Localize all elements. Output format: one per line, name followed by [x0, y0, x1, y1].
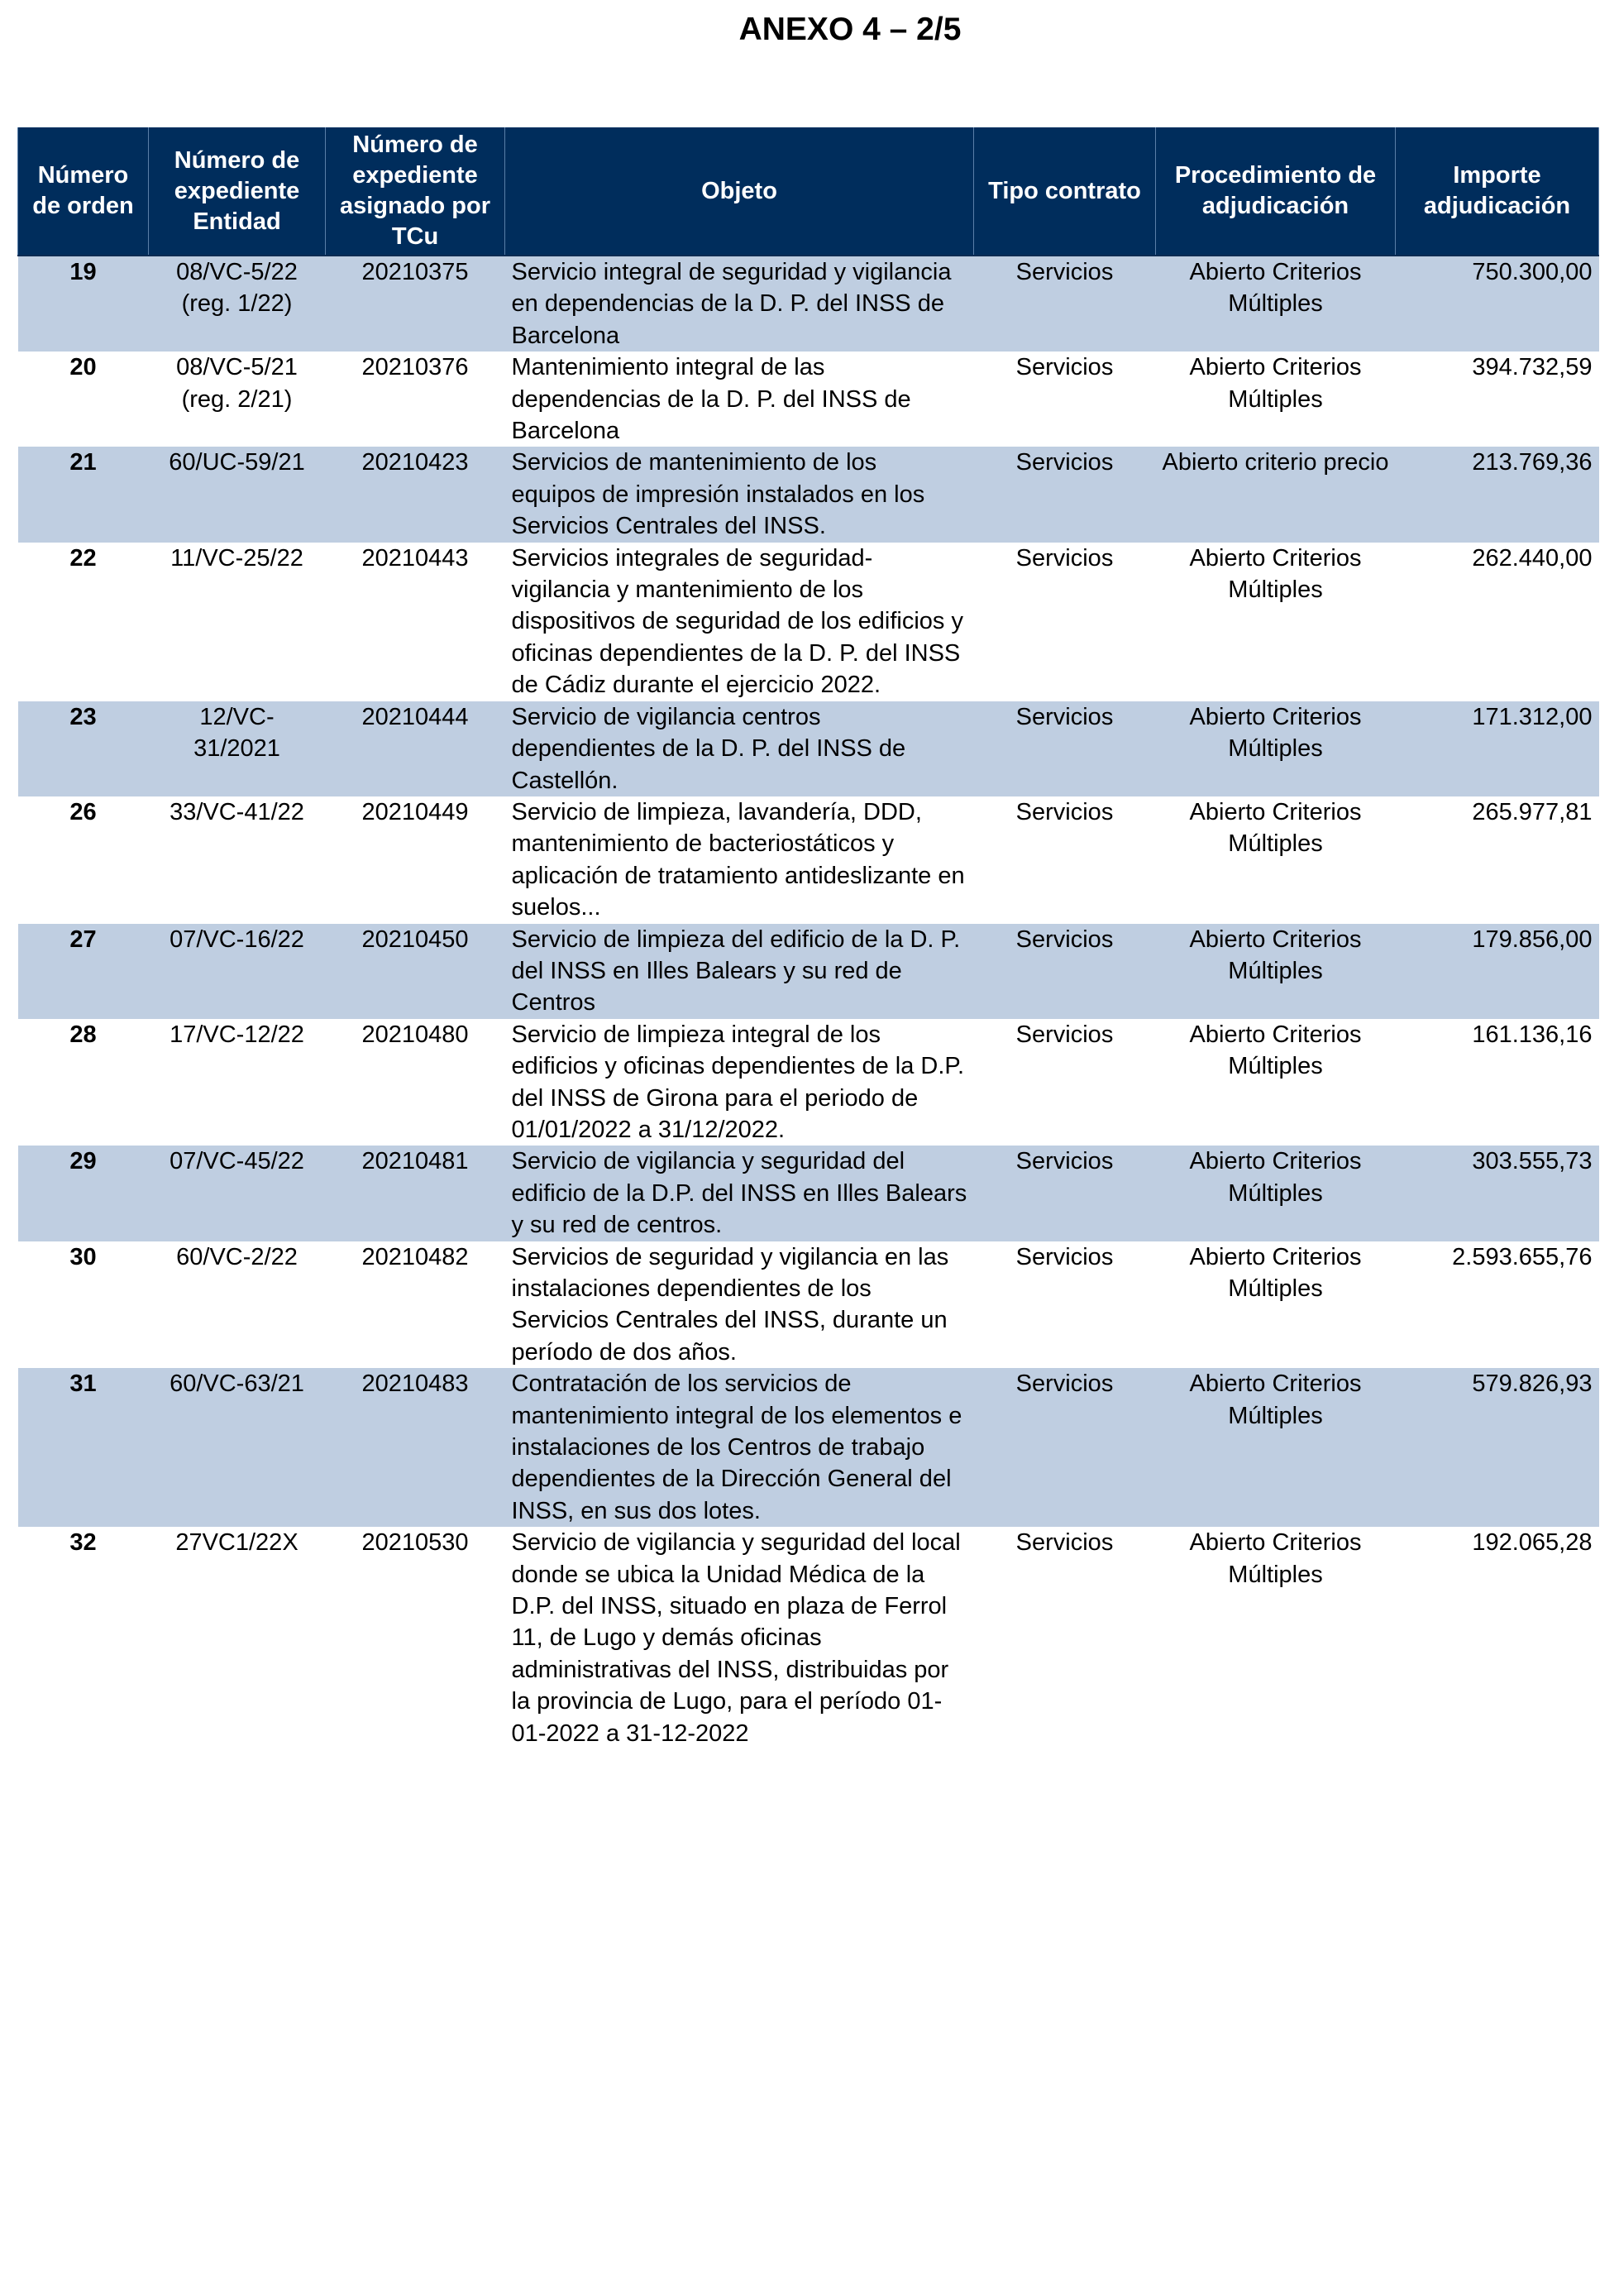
cell-orden: 21	[18, 447, 149, 542]
cell-importe: 213.769,36	[1396, 447, 1599, 542]
cell-procedimiento: Abierto Criterios Múltiples	[1189, 798, 1362, 858]
cell-expediente: 60/VC-63/21	[149, 1368, 326, 1527]
cell-orden: 28	[69, 1021, 97, 1048]
cell-objeto: Servicio de limpieza integral de los edificios y oficinas dependientes de la D.P. del INSS de Girona para el periodo de 01/01/2022 a 31/12/2022.	[511, 1021, 965, 1143]
cell-tipo: Servicios	[1015, 1021, 1114, 1048]
cell-procedimiento: Abierto Criterios Múltiples	[1189, 354, 1362, 413]
cell-tcu: 20210444	[326, 701, 505, 796]
cell-objeto: Servicio de limpieza, lavandería, DDD, mantenimiento de bacteriostáticos y aplicación de tratamiento antideslizante en suelos...	[511, 798, 965, 921]
cell-importe: 171.312,00	[1396, 701, 1599, 796]
cell-tcu: 20210450	[326, 924, 505, 1019]
table-row	[18, 256, 1599, 352]
table-row	[18, 701, 1599, 796]
cell-importe: 192.065,28	[1472, 1529, 1593, 1557]
cell-procedimiento: Abierto Criterios Múltiples	[1156, 924, 1396, 1019]
cell-expediente: 07/VC-16/22	[149, 924, 326, 1019]
cell-expediente: 07/VC-45/22	[149, 1146, 326, 1241]
cell-tipo: Servicios	[1015, 544, 1114, 572]
cell-importe: 262.440,00	[1472, 544, 1593, 572]
cell-expediente: 12/VC-31/2021	[149, 701, 326, 796]
cell-tcu: 20210482	[361, 1243, 469, 1270]
cell-tcu: 20210423	[326, 447, 505, 542]
cell-importe: 161.136,16	[1472, 1021, 1593, 1048]
table-row	[18, 1019, 1599, 1146]
table-row	[18, 543, 1599, 701]
header-orden: Número de orden	[18, 127, 149, 256]
cell-procedimiento: Abierto Criterios Múltiples	[1156, 256, 1396, 352]
header-procedimiento: Procedimiento de adjudicación	[1156, 127, 1396, 256]
cell-tipo: Servicios	[974, 256, 1156, 352]
table-row	[18, 924, 1599, 1019]
cell-tcu: 20210530	[361, 1529, 469, 1557]
cell-objeto: Servicio de vigilancia y seguridad del local donde se ubica la Unidad Médica de la D.P. del INSS, situado en plaza de Ferrol 11, de Lugo y demás oficinas administrativas del INSS, distribuidas por la provincia de Lugo, para el período 01-01-2022 a 31-12-2022	[511, 1529, 961, 1747]
page-title: ANEXO 4 – 2/5	[738, 12, 962, 47]
cell-orden: 31	[18, 1368, 149, 1527]
cell-importe: 579.826,93	[1396, 1368, 1599, 1527]
cell-expediente: 27VC1/22X	[175, 1529, 298, 1557]
cell-tcu: 20210481	[326, 1146, 505, 1241]
cell-procedimiento: Abierto Criterios Múltiples	[1189, 1243, 1362, 1302]
cell-tipo: Servicios	[974, 924, 1156, 1019]
header-tcu: Número de expediente asignado por TCu	[326, 127, 505, 256]
cell-expediente: 08/VC-5/22 (reg. 1/22)	[149, 256, 326, 352]
cell-orden: 29	[18, 1146, 149, 1241]
cell-tipo: Servicios	[1015, 798, 1114, 825]
cell-objeto: Servicios integrales de seguridad-vigilancia y mantenimiento de los dispositivos de seguridad de los edificios y oficinas dependientes de la D. P. del INSS de Cádiz durante el ejercicio 2022.	[511, 544, 963, 699]
cell-tipo: Servicios	[974, 447, 1156, 542]
cell-orden: 19	[18, 256, 149, 352]
contracts-table	[17, 127, 1599, 1749]
cell-objeto: Servicios de seguridad y vigilancia en las instalaciones dependientes de los Servicios Centrales del INSS, durante un período de dos años.	[511, 1243, 949, 1366]
cell-expediente: 11/VC-25/22	[170, 544, 303, 572]
table-row	[18, 1368, 1599, 1527]
header-importe: Importe adjudicación	[1396, 127, 1599, 256]
header-tipo: Tipo contrato	[974, 127, 1156, 256]
cell-importe: 394.732,59	[1472, 354, 1593, 381]
cell-orden: 27	[18, 924, 149, 1019]
cell-orden: 23	[18, 701, 149, 796]
cell-orden: 26	[69, 798, 97, 825]
cell-objeto: Servicio de limpieza del edificio de la D. P. del INSS en Illes Balears y su red de Centros	[505, 924, 974, 1019]
cell-tcu: 20210375	[326, 256, 505, 352]
cell-tipo: Servicios	[974, 1146, 1156, 1241]
cell-tcu: 20210480	[361, 1021, 469, 1048]
cell-tcu: 20210376	[361, 354, 469, 381]
cell-orden: 30	[69, 1243, 97, 1270]
cell-procedimiento: Abierto Criterios Múltiples	[1156, 1368, 1396, 1527]
cell-objeto: Servicio integral de seguridad y vigilancia en dependencias de la D. P. del INSS de Barcelona	[505, 256, 974, 352]
header-objeto: Objeto	[505, 127, 974, 256]
table-row	[18, 1527, 1599, 1749]
cell-objeto: Servicio de vigilancia centros dependientes de la D. P. del INSS de Castellón.	[505, 701, 974, 796]
cell-objeto: Servicio de vigilancia y seguridad del edificio de la D.P. del INSS en Illes Balears y su red de centros.	[505, 1146, 974, 1241]
cell-importe: 303.555,73	[1396, 1146, 1599, 1241]
cell-tcu: 20210449	[361, 798, 469, 825]
cell-expediente: 33/VC-41/22	[170, 798, 304, 825]
cell-orden: 22	[69, 544, 97, 572]
table-row	[18, 796, 1599, 924]
cell-orden: 20	[69, 354, 97, 381]
header-expediente: Número de expediente Entidad	[149, 127, 326, 256]
cell-tipo: Servicios	[974, 1368, 1156, 1527]
cell-importe: 265.977,81	[1472, 798, 1593, 825]
cell-procedimiento: Abierto Criterios Múltiples	[1189, 544, 1362, 604]
cell-procedimiento: Abierto criterio precio	[1156, 447, 1396, 542]
cell-tcu: 20210483	[326, 1368, 505, 1527]
table-header-row	[18, 127, 1599, 256]
cell-procedimiento: Abierto Criterios Múltiples	[1156, 1146, 1396, 1241]
cell-tipo: Servicios	[1015, 1529, 1114, 1557]
cell-procedimiento: Abierto Criterios Múltiples	[1156, 701, 1396, 796]
cell-importe: 750.300,00	[1396, 256, 1599, 352]
cell-tipo: Servicios	[1015, 1243, 1114, 1270]
cell-importe: 179.856,00	[1396, 924, 1599, 1019]
table-row	[18, 352, 1599, 447]
cell-expediente: 08/VC-5/21 (reg. 2/21)	[176, 354, 298, 413]
cell-objeto: Mantenimiento integral de las dependencias de la D. P. del INSS de Barcelona	[511, 354, 911, 445]
cell-objeto: Servicios de mantenimiento de los equipos de impresión instalados en los Servicios Centrales del INSS.	[505, 447, 974, 542]
cell-tipo: Servicios	[1015, 354, 1114, 381]
cell-procedimiento: Abierto Criterios Múltiples	[1189, 1021, 1362, 1080]
cell-expediente: 60/UC-59/21	[149, 447, 326, 542]
cell-expediente: 60/VC-2/22	[176, 1243, 298, 1270]
cell-expediente: 17/VC-12/22	[170, 1021, 304, 1048]
cell-importe: 2.593.655,76	[1452, 1243, 1593, 1270]
cell-orden: 32	[69, 1529, 97, 1557]
cell-procedimiento: Abierto Criterios Múltiples	[1189, 1529, 1362, 1588]
table-row	[18, 447, 1599, 542]
cell-tipo: Servicios	[974, 701, 1156, 796]
cell-tcu: 20210443	[361, 544, 469, 572]
cell-objeto: Contratación de los servicios de mantenimiento integral de los elementos e instalaciones de los Centros de trabajo dependientes de la Dirección General del INSS, en sus dos lotes.	[505, 1368, 974, 1527]
table-row	[18, 1241, 1599, 1369]
table-row	[18, 1146, 1599, 1241]
